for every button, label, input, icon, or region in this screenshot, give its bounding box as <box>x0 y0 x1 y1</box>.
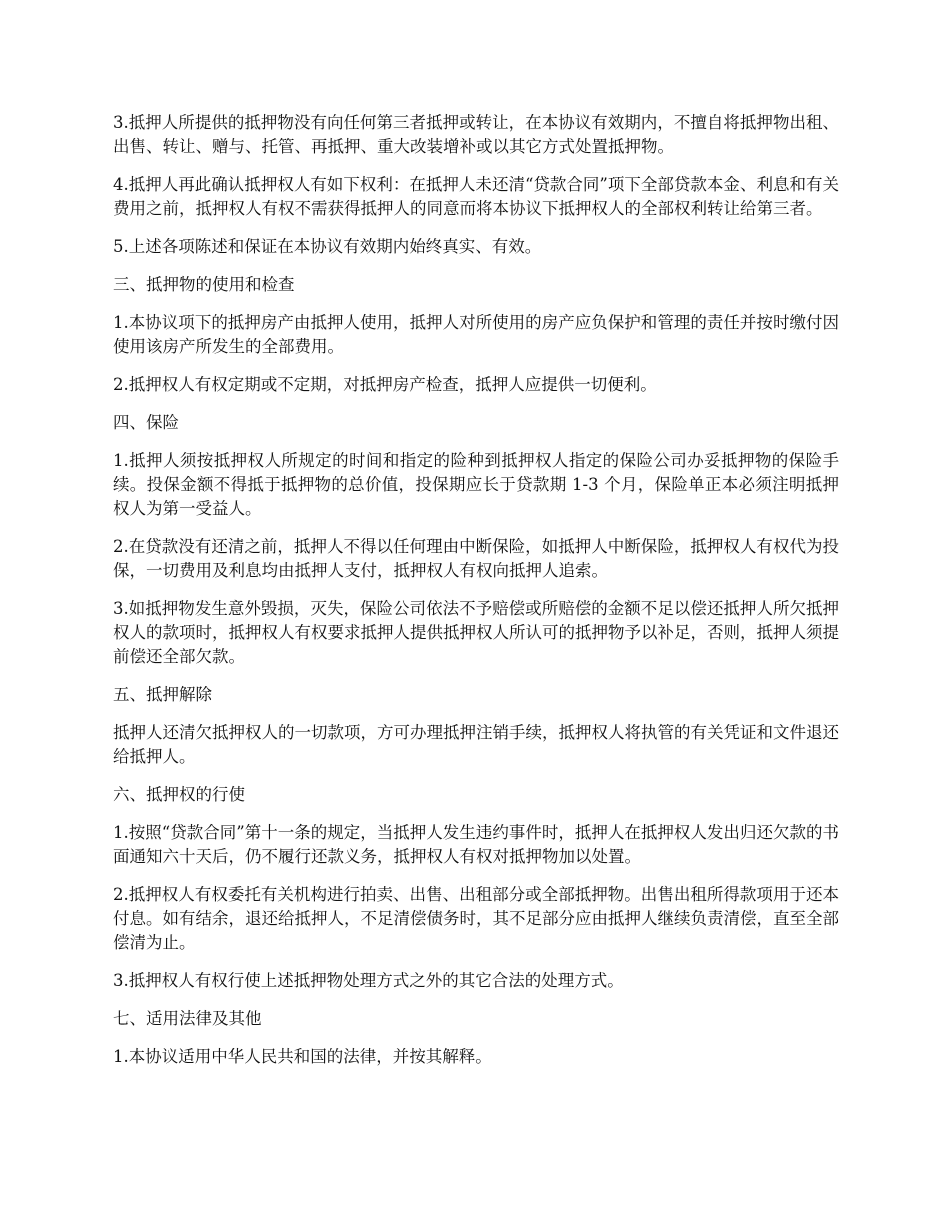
clause-use-2: 2.抵押权人有权定期或不定期，对抵押房产检查，抵押人应提供一切便利。 <box>113 375 657 394</box>
clause-enforcement-1: 1.按照“贷款合同”第十一条的规定，当抵押人发生违约事件时，抵押人在抵押权人发出归还欠款的书面通知六十天后，仍不履行还款义务，抵押权人有权对抵押物加以处置。 <box>113 823 839 866</box>
clause-release: 抵押人还清欠抵押权人的一切款项，方可办理抵押注销手续，抵押权人将执管的有关凭证和文件退还给抵押人。 <box>113 723 839 766</box>
section-heading-release: 五、抵押解除 <box>113 685 212 704</box>
clause-3-pledge-no-transfer: 3.抵押人所提供的抵押物没有向任何第三者抵押或转让，在本协议有效期内，不擅自将抵押物出租、出售、转让、赠与、托管、再抵押、重大改装增补或以其它方式处置抵押物。 <box>113 113 839 156</box>
section-heading-use-and-inspection: 三、抵押物的使用和检查 <box>113 275 295 294</box>
section-heading-governing-law: 七、适用法律及其他 <box>113 1009 262 1028</box>
clause-insurance-1: 1.抵押人须按抵押权人所规定的时间和指定的险种到抵押权人指定的保险公司办妥抵押物的保险手续。投保金额不得抵于抵押物的总价值，投保期应长于贷款期 1-3 个月，保险单正本必须注明抵押权人为第一受益人。 <box>113 451 839 518</box>
clause-insurance-2: 2.在贷款没有还清之前，抵押人不得以任何理由中断保险，如抵押人中断保险，抵押权人有权代为投保，一切费用及利息均由抵押人支付，抵押权人有权向抵押人追索。 <box>113 537 839 580</box>
clause-governing-law-1: 1.本协议适用中华人民共和国的法律，并按其解释。 <box>113 1047 492 1066</box>
section-heading-enforcement: 六、抵押权的行使 <box>113 785 245 804</box>
clause-enforcement-2: 2.抵押权人有权委托有关机构进行拍卖、出售、出租部分或全部抵押物。出售出租所得款项用于还本付息。如有结余，退还给抵押人，不足清偿债务时，其不足部分应由抵押人继续负责清偿，直至全部偿清为止。 <box>113 885 839 952</box>
clause-5-representations-valid: 5.上述各项陈述和保证在本协议有效期内始终真实、有效。 <box>113 237 542 256</box>
clause-4-right-to-transfer: 4.抵押人再此确认抵押权人有如下权利：在抵押人未还清“贷款合同”项下全部贷款本金、利息和有关费用之前，抵押权人有权不需获得抵押人的同意而将本协议下抵押权人的全部权利转让给第三者。 <box>113 175 839 218</box>
section-heading-insurance: 四、保险 <box>113 413 179 432</box>
clause-enforcement-3: 3.抵押权人有权行使上述抵押物处理方式之外的其它合法的处理方式。 <box>113 971 624 990</box>
clause-insurance-3: 3.如抵押物发生意外毁损，灭失，保险公司依法不予赔偿或所赔偿的金额不足以偿还抵押人所欠抵押权人的款项时，抵押权人有权要求抵押人提供抵押权人所认可的抵押物予以补足，否则，抵押人须提前偿还全部欠款。 <box>113 599 839 666</box>
clause-use-1: 1.本协议项下的抵押房产由抵押人使用，抵押人对所使用的房产应负保护和管理的责任并按时缴付因使用该房产所发生的全部费用。 <box>113 313 839 356</box>
document-body <box>113 111 839 1083</box>
